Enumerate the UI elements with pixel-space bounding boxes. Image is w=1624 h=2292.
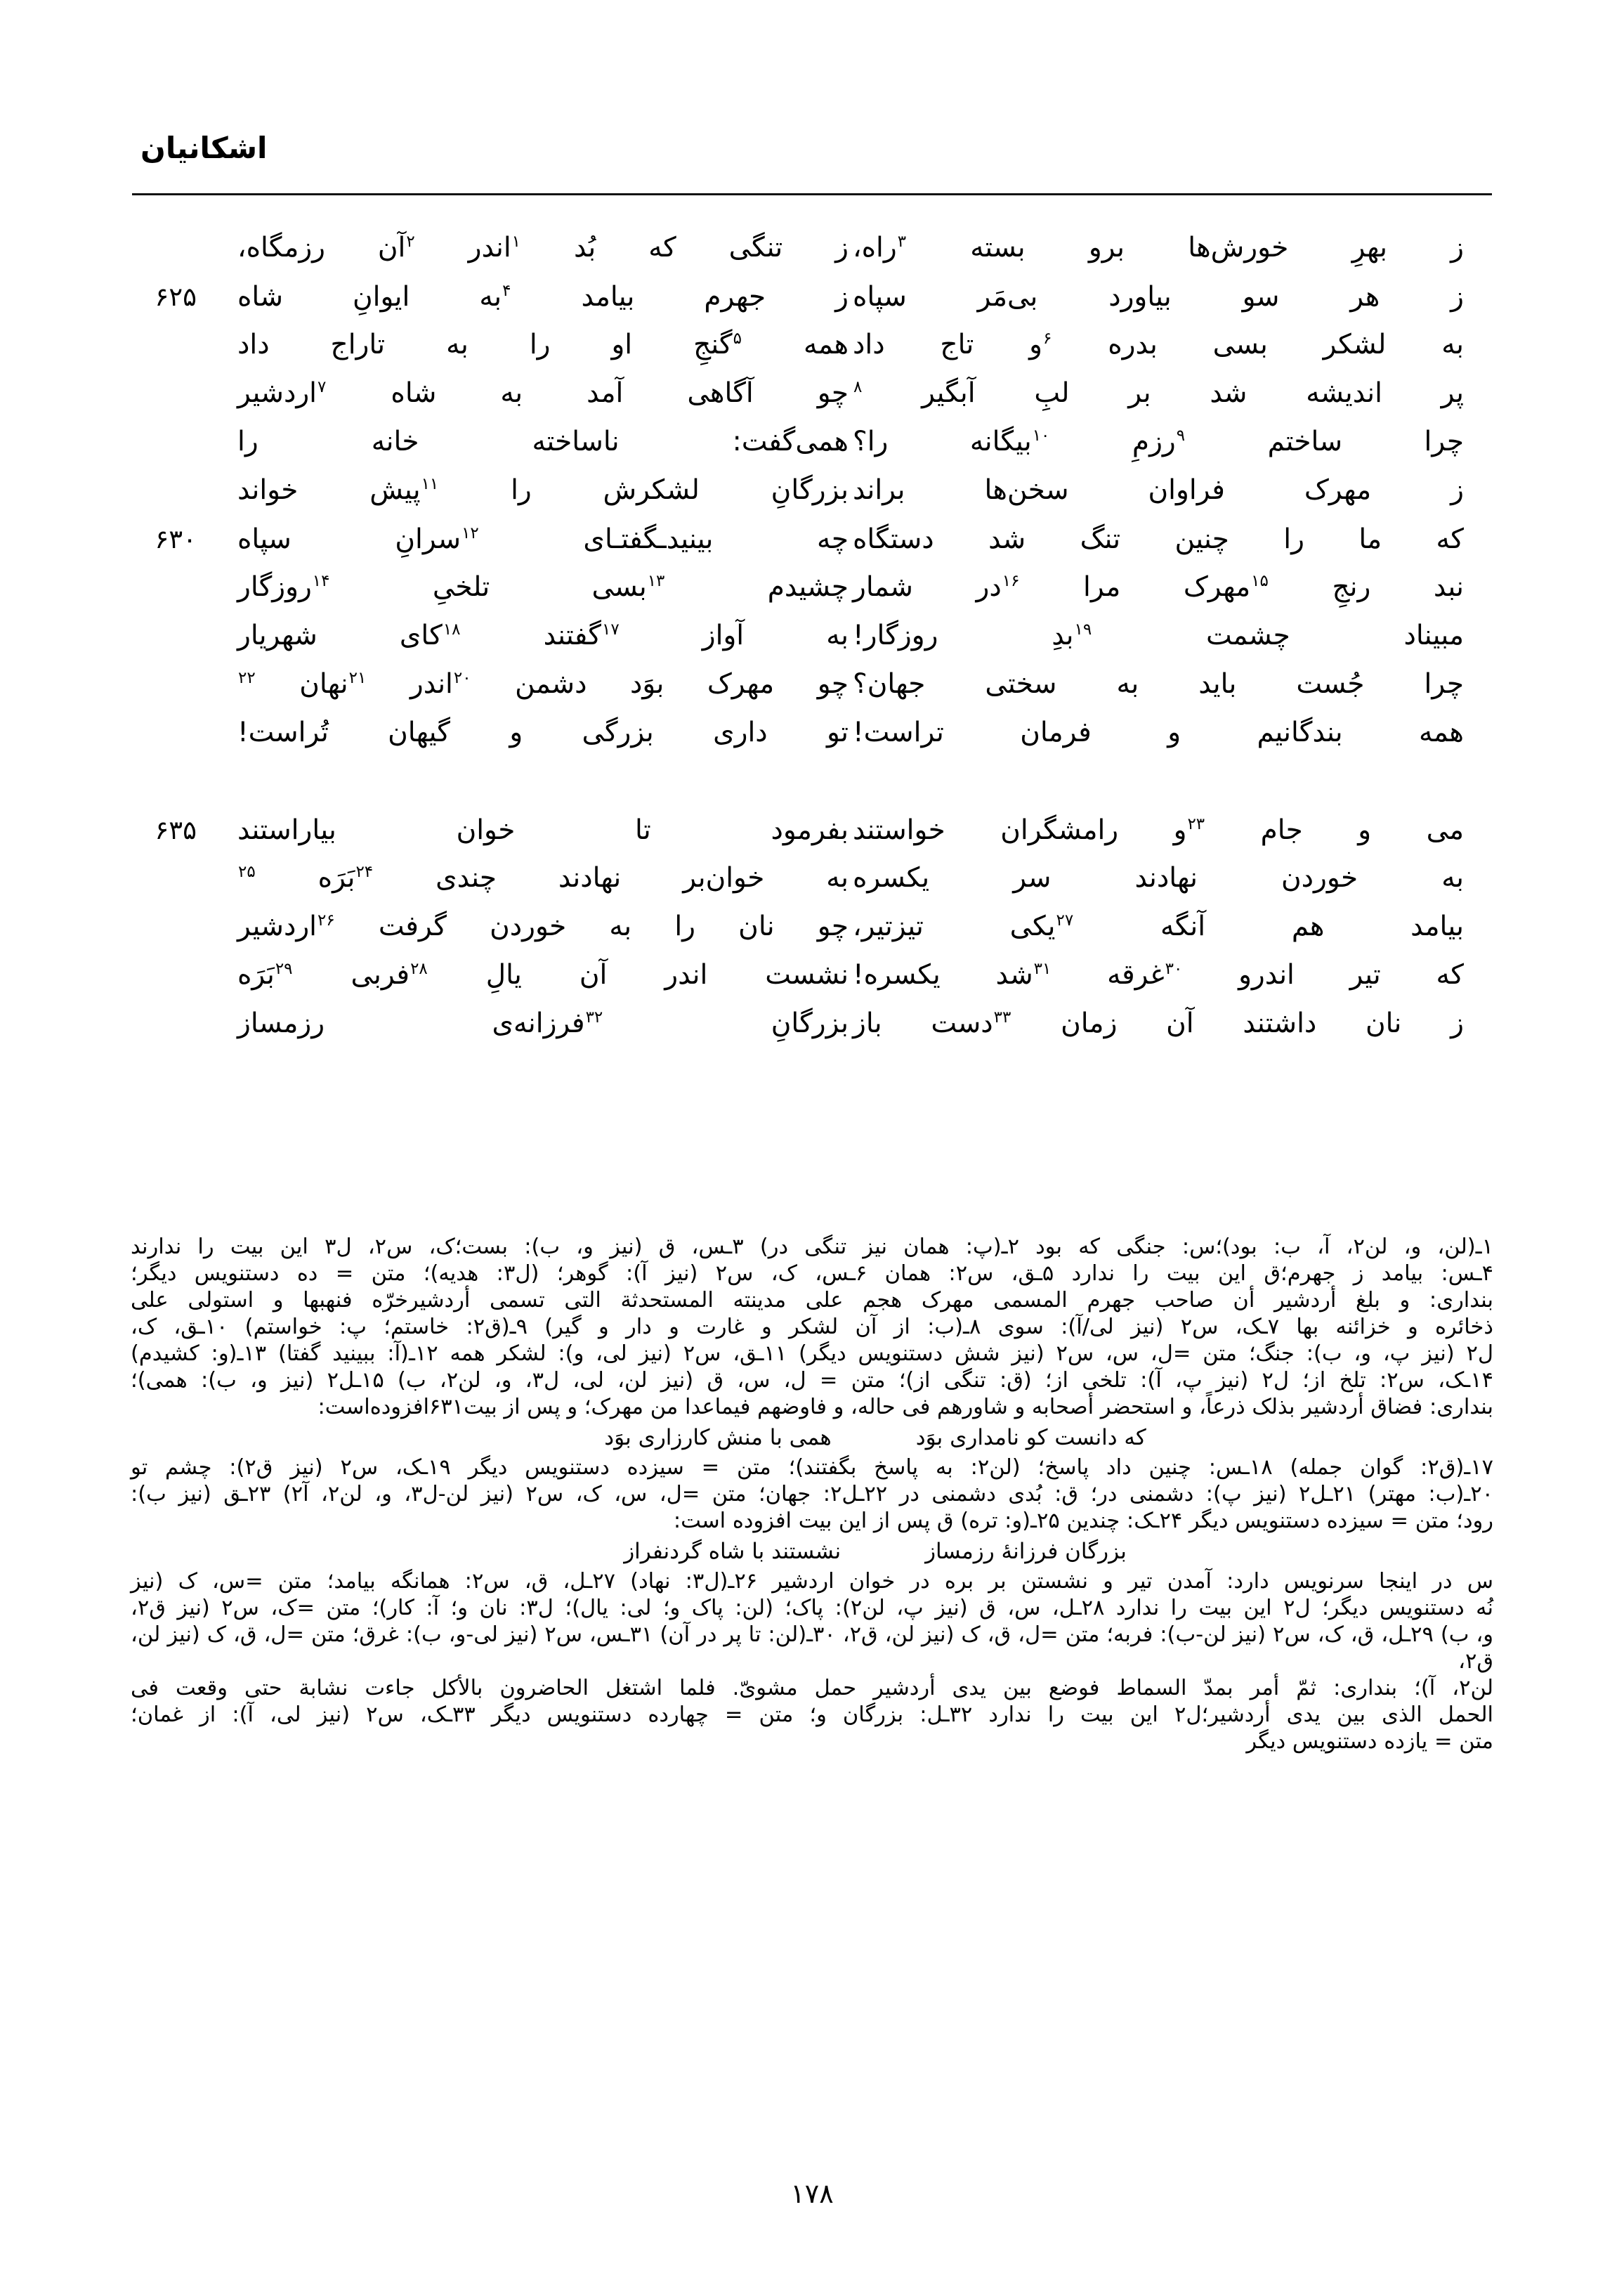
- verse-line: [132, 717, 1492, 753]
- hemistich-text: نشست اندر آن یالِ: [485, 959, 849, 991]
- footnote-marker: ۲۱: [348, 669, 367, 687]
- footnote-marker: ۲۴: [355, 863, 374, 881]
- hemistich-left: [849, 377, 1492, 410]
- hemistich-text: غرقه: [1107, 959, 1165, 991]
- header-divider: [132, 193, 1492, 195]
- footnote-marker: ۹: [1176, 427, 1186, 445]
- verse-line-number: [132, 691, 197, 693]
- verse-line: [132, 280, 1492, 317]
- verse-line-number: ۶۳۰: [155, 524, 197, 554]
- footnote-marker: ۱: [511, 233, 521, 251]
- critical-apparatus: [131, 1234, 1493, 1754]
- hemistich-text: ز هر سو بیاورد بی‌مَر سپاه: [853, 281, 1464, 313]
- verse-line: [132, 862, 1492, 899]
- hemistich-text: به خوردن نهادند سر یکسره: [853, 862, 1464, 894]
- hemistich-text: گفتند: [543, 620, 601, 651]
- hemistich-right: [197, 814, 849, 847]
- folio-number: ۱۷۸: [790, 2178, 834, 2209]
- hemistich-text: فربی: [351, 959, 410, 991]
- hemistich-right: [197, 668, 849, 701]
- hemistich-right: [197, 571, 849, 604]
- footnote-marker: ۱۸: [443, 620, 461, 639]
- hemistich-text: بیامد هم آنگه: [1160, 911, 1464, 942]
- hemistich-left: [849, 523, 1492, 556]
- hemistich-left: [849, 426, 1492, 458]
- hemistich-right: [197, 959, 849, 991]
- footnote-marker: ۳۳: [993, 1008, 1011, 1027]
- footnote-marker: ۱۲: [461, 524, 479, 542]
- hemistich-text: گنجِ او را به تاراج داد: [237, 329, 733, 360]
- inset-hemistich-right: بزرگان فرزانهٔ رزمساز: [925, 1538, 1127, 1564]
- verse-line: [132, 377, 1492, 414]
- hemistich-text: بَرَه: [237, 959, 275, 991]
- verse-line: [132, 814, 1492, 850]
- apparatus-line: س در اینجا سرنویس دارد: آمدن تیر و نشستن بر بره در خوان اردشیر ۲۶ـ(ل۳: نهاد) ۲۷ـل، ق، س۲: همانگه بیامد؛ متن =س، ک (نیز: [131, 1568, 1493, 1594]
- hemistich-text: به ایوانِ شاه: [237, 281, 502, 313]
- apparatus-line: نُه دستنویس دیگر؛ ل۲ این بیت را ندارد ۲۸ـل، س، ق (نیز پ، لن۲): پاک؛ (لن: پاک و؛ لی: یال)؛ ل۳: نان و؛ آ: کار)؛ متن =ک، س۲ (نیز ق۲،: [131, 1595, 1493, 1620]
- footnote-marker: ۱۱: [421, 475, 439, 493]
- footnote-marker: ۲۳: [1187, 815, 1205, 833]
- apparatus-line: ذخائره و خزائنه بها ۷ـک، س۲ (نیز لی/آ): سوی ۸ـ(ب: از آن لشکر و غارت و دار و گیر) ۹ـ(ق۲: خاستم؛ پ: خواستم) ۱۰ـق، ک،: [131, 1314, 1493, 1339]
- hemistich-right: [197, 620, 849, 652]
- hemistich-text: اندر: [410, 668, 453, 700]
- verse-line-number: [132, 352, 197, 353]
- hemistich-left: [849, 281, 1492, 313]
- verse-line: [132, 426, 1492, 462]
- hemistich-text: آن رزمگاه،: [237, 232, 406, 263]
- hemistich-text: در شمار: [853, 571, 1002, 603]
- footnote-marker: ۱۷: [601, 620, 620, 639]
- hemistich-text: همه: [803, 329, 849, 360]
- hemistich-text: همی‌گفت: ناساخته خانه را: [237, 426, 849, 457]
- hemistich-text: اردشیر: [237, 377, 317, 409]
- hemistich-right: [197, 232, 849, 264]
- verse-block-2: [132, 814, 1492, 1044]
- hemistich-text: روزگار: [237, 571, 312, 603]
- footnote-marker: ۲۲: [238, 669, 256, 687]
- hemistich-text: ز جهرم بیامد: [581, 281, 849, 313]
- hemistich-text: بزرگانِ: [771, 1008, 849, 1039]
- hemistich-text: بفرمود تا خوان بیاراستند: [237, 814, 849, 846]
- hemistich-text: به خوان‌بر نهادند چندی: [436, 862, 849, 894]
- hemistich-left: [849, 814, 1492, 847]
- hemistich-left: [849, 668, 1492, 701]
- apparatus-line: متن = یازده دستنویس دیگر: [1246, 1728, 1493, 1754]
- apparatus-line: رود؛ متن = سیزده دستنویس دیگر ۲۴ـک: چندین ۲۵ـ(و: تره) ق پس از این بیت افزوده است:: [673, 1508, 1493, 1533]
- footnote-marker: ۱۵: [1251, 572, 1269, 590]
- inset-hemistich-right: که دانست کو نامداری بوَد: [915, 1424, 1146, 1450]
- inset-hemistich-left: همی با منش کارزاری بوَد: [604, 1424, 832, 1450]
- hemistich-text: و رامشگران خواستند: [853, 814, 1187, 846]
- footnote-marker: ۳: [897, 233, 907, 251]
- footnote-marker: ۲۷: [1056, 911, 1074, 930]
- apparatus-line: و، ب) ۲۹ـل، ق، ک، س۲ (نیز لن-ب): فربه؛ متن =ل، ق، ک (نیز لن، ق۲، ۳۰ـ(لن: تا پر در آن) ۳۱ـس، س۲ (نیز لی-و، ب): غرق؛ متن =ل، ق، ک (نیز لن، ق۲،: [131, 1622, 1493, 1674]
- hemistich-text: بیگانه را؟: [853, 426, 1032, 457]
- hemistich-text: نبد رنجِ: [1332, 571, 1465, 603]
- hemistich-text: چشیدم: [767, 571, 849, 603]
- footnote-marker: ۳۱: [1033, 960, 1052, 978]
- footnote-marker: ۲۸: [410, 960, 428, 978]
- verse-line-number: [132, 497, 197, 499]
- hemistich-text: چرا ساختم: [1267, 426, 1464, 457]
- footnote-marker: ۱۶: [1002, 572, 1020, 590]
- apparatus-line: لن۲، آ)؛ بنداری: ثمّ أمر بمدّ السماط فوضع بین یدی أردشیر حمل مشویّ. فلما اشتغل الحاضرون بالأکل جاءت نشابة حتی وقعت فی: [131, 1675, 1493, 1700]
- verse-block-1: [132, 232, 1492, 753]
- hemistich-text: ز نان داشتند آن زمان: [1061, 1008, 1464, 1039]
- hemistich-text: بَرَه: [317, 862, 355, 894]
- hemistich-text: پر اندیشه شد بر لبِ آبگیر: [922, 377, 1464, 409]
- verse-line: [132, 620, 1492, 656]
- verse-line-number: [132, 401, 197, 402]
- apparatus-line: ۲۰ـ(ب: مهتر) ۲۱ـل۲ (نیز پ): دشمنی در؛ ق: بُدی دشمنی در ۲۲ـل۲: جهان؛ متن =ل، س، ک، س۲ (نیز لن-ل۳، و، لن۲، آ۲) ۲۳ـق (نیز ب):: [131, 1481, 1494, 1506]
- footnote-marker: ۲۶: [317, 911, 335, 930]
- hemistich-left: [849, 1008, 1492, 1040]
- hemistich-text: بسی تلخیِ: [432, 571, 647, 603]
- footnote-marker: ۱۰: [1032, 427, 1050, 445]
- inset-hemistich-left: نشستند با شاه گردنفراز: [624, 1538, 842, 1564]
- apparatus-line: ل۲ (نیز پ، و، ب): جنگ؛ متن =ل، س، س۲ (نیز شش دستنویس دیگر) ۱۱ـق، س۲ (نیز لی، و): لشکر همه ۱۲ـ(آ: ببینید گفتا) ۱۳ـ(و: کشیدم): [131, 1341, 1494, 1366]
- hemistich-text: یکی تیزتیر،: [853, 911, 1056, 942]
- footnote-marker: ۱۴: [312, 572, 330, 590]
- hemistich-text: سرانِ سپاه: [237, 523, 461, 555]
- hemistich-text: که ما را چنین تنگ شد دستگاه: [853, 523, 1464, 555]
- hemistich-right: [197, 523, 849, 556]
- footnote-marker: ۲۹: [275, 960, 293, 978]
- apparatus-line: بنداری: و بلغ أردشیر أن صاحب جهرم المسمی مهرک هجم علی مدینته المستحدثة التی تسمی أردشیرخرّه فنهبها و استولی علی: [131, 1287, 1493, 1313]
- verse-line-number: [132, 449, 197, 450]
- hemistich-left: [849, 717, 1492, 749]
- hemistich-text: چو آگاهی آمد به شاه: [391, 377, 849, 409]
- footnote-marker: ۱۹: [1074, 620, 1092, 639]
- verse-line-number: [132, 255, 197, 256]
- hemistich-text: پیش خواند: [237, 474, 421, 506]
- hemistich-text: به لشکر بسی بدره: [1108, 329, 1465, 360]
- footnote-marker: ۶: [1043, 330, 1052, 348]
- hemistich-text: رزمِ: [1132, 426, 1176, 457]
- hemistich-text: که تیر اندرو: [1238, 959, 1464, 991]
- footnote-marker: ۴: [502, 282, 511, 300]
- hemistich-left: [849, 474, 1492, 507]
- hemistich-left: [849, 232, 1492, 264]
- hemistich-right: [197, 329, 849, 361]
- apparatus-inset-verse-1: [131, 1425, 1493, 1450]
- verse-line: [132, 1008, 1492, 1044]
- verse-line-number: ۶۲۵: [155, 282, 197, 312]
- verse-line-number: [132, 1031, 197, 1032]
- apparatus-line: بنداری: فضاق أردشیر بذلک ذرعاً، و استحضر أصحابه و شاورهم فی حاله، و فاوضهم فیماعدا من مهرک؛ و پس از بیت۶۳۱افزوده‌است:: [317, 1394, 1493, 1419]
- hemistich-left: [849, 959, 1492, 991]
- hemistich-right: [197, 377, 849, 410]
- verse-line: [132, 911, 1492, 947]
- hemistich-text: همه بندگانیم و فرمان تراست!: [853, 717, 1464, 748]
- hemistich-text: مهرک مرا: [1083, 571, 1251, 603]
- verse-line-number: [132, 982, 197, 984]
- footnote-marker: ۳۲: [585, 1008, 603, 1027]
- hemistich-left: [849, 862, 1492, 894]
- verse-line-number: [132, 594, 197, 596]
- footnote-marker: ۲۵: [238, 863, 256, 881]
- hemistich-right: [197, 1008, 849, 1040]
- hemistich-right: [197, 862, 849, 894]
- hemistich-text: می و جام: [1260, 814, 1464, 846]
- verse-line: [132, 474, 1492, 511]
- hemistich-text: به آواز: [702, 620, 849, 651]
- footnote-marker: ۷: [317, 378, 327, 396]
- verse-line: [132, 668, 1492, 705]
- verse-line-number: [132, 643, 197, 644]
- hemistich-text: چو نان را به خوردن گرفت: [378, 911, 849, 942]
- hemistich-left: [849, 329, 1492, 361]
- hemistich-text: دست باز: [853, 1008, 993, 1039]
- hemistich-text: تو داری بزرگی و گیهان تُراست!: [237, 717, 849, 748]
- hemistich-right: [197, 474, 849, 507]
- verse-line-number: [132, 885, 197, 887]
- verse-line-number: [132, 934, 197, 935]
- hemistich-left: [849, 571, 1492, 604]
- hemistich-right: [197, 717, 849, 749]
- hemistich-left: [849, 911, 1492, 943]
- hemistich-text: اردشیر: [237, 911, 317, 942]
- hemistich-text: مبیناد چشمت: [1206, 620, 1464, 651]
- footnote-marker: ۵: [733, 330, 742, 348]
- hemistich-right: [197, 426, 849, 458]
- hemistich-text: بزرگانِ لشکرش را: [511, 474, 849, 506]
- verse-body: [132, 232, 1492, 1056]
- hemistich-text: چه بینیدـگفتـای: [583, 523, 849, 555]
- footnote-marker: ۱۳: [647, 572, 665, 590]
- hemistich-text: بدِ روزگار!: [853, 620, 1074, 651]
- footnote-marker: ۲۰: [453, 669, 471, 687]
- footnote-marker: ۲: [406, 233, 415, 251]
- hemistich-text: چرا جُست باید به سختی جهان؟: [853, 668, 1464, 700]
- verse-line: [132, 232, 1492, 268]
- hemistich-right: [197, 281, 849, 313]
- hemistich-text: چو مهرک بوَد دشمن: [515, 668, 849, 700]
- page-header: [132, 131, 1492, 195]
- running-head: اشکانیان: [140, 131, 268, 165]
- hemistich-text: اندر: [468, 232, 511, 263]
- hemistich-text: ز بهرِ خورش‌ها برو بسته: [970, 232, 1464, 263]
- hemistich-text: ز تنگی که بُد: [573, 232, 849, 263]
- verse-line-number: [132, 740, 197, 741]
- hemistich-text: راه،: [853, 232, 897, 263]
- hemistich-text: شد یکسره!: [853, 959, 1033, 991]
- apparatus-line: ۱۴ـک، س۲: تلخ از؛ ل۲ (نیز پ، آ): تلخی از؛ (ق: تنگی از)؛ متن = ل، س، ق (نیز لن، لی، ل۳، و، لن۲، ب) ۱۵ـل۲ (نیز و، ب): همی)؛: [131, 1367, 1493, 1393]
- footnote-marker: ۳۰: [1165, 960, 1183, 978]
- hemistich-text: کای شهریار: [237, 620, 443, 651]
- apparatus-line: ۱۷ـ(ق۲: گوان جمله) ۱۸ـس: چنین داد پاسخ؛ (لن۲: به پاسخ بگفتند)؛ متن = سیزده دستنویس دیگر ۱۹ـک، س۲ (نیز ق۲): چشم تو: [131, 1454, 1493, 1480]
- hemistich-text: و تاج داد: [853, 329, 1043, 360]
- verse-line: [132, 959, 1492, 996]
- hemistich-right: [197, 911, 849, 943]
- verse-line: [132, 523, 1492, 559]
- hemistich-text: نهان: [299, 668, 348, 700]
- apparatus-inset-verse-2: [131, 1539, 1493, 1564]
- footnote-marker: ۸: [853, 378, 863, 396]
- verse-line-number: ۶۳۵: [155, 815, 197, 845]
- apparatus-line: ۱ـ(لن، و، لن۲، آ، ب: بود)؛س: جنگی که بود ۲ـ(پ: همان نیز تنگی در) ۳ـس، ق (نیز و، ب): بست؛ک، س۲، ل۳ این بیت را ندارند: [131, 1235, 1493, 1259]
- apparatus-line: الحمل الذی بین یدی أردشیر؛ل۲ این بیت را ندارد ۳۲ـل: بزرگان و؛ متن = چهارده دستنویس دیگر ۳۳ـک، س۲ (نیز لی، آ): از غمان؛: [131, 1702, 1493, 1727]
- apparatus-line: ۴ـس: بیامد ز جهرم؛ق این بیت را ندارد ۵ـق، س۲: همان ۶ـس، ک، س۲ (نیز آ): گوهر؛ (ل۳: هدیه)؛ متن = ده دستنویس دیگر؛: [131, 1261, 1493, 1286]
- hemistich-text: ز مهرک فراوان سخن‌ها براند: [853, 474, 1464, 506]
- hemistich-left: [849, 620, 1492, 652]
- hemistich-text: فرزانه‌ی رزمساز: [237, 1008, 585, 1039]
- verse-line: [132, 329, 1492, 365]
- verse-line: [132, 571, 1492, 608]
